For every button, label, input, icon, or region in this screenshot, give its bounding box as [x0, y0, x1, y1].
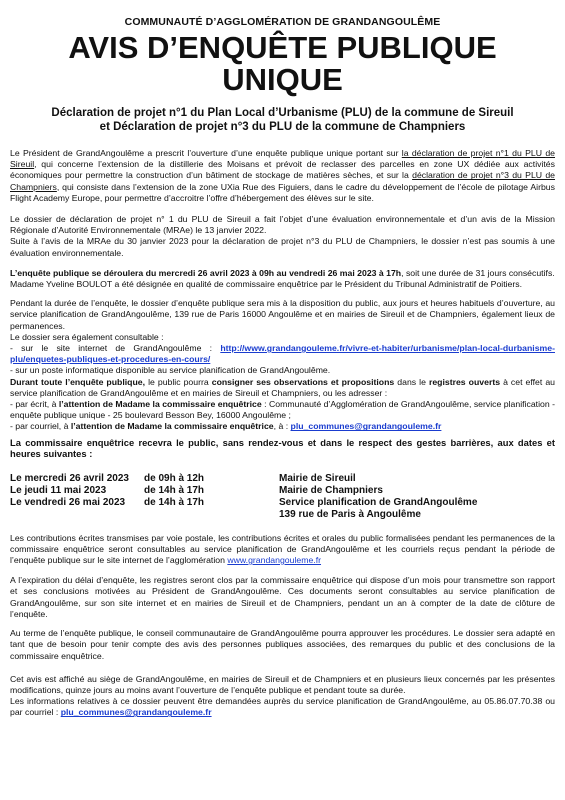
permanence-hours: de 14h à 17h	[144, 484, 205, 496]
consultation-computer-item: - sur un poste informatique disponible au service planification de GrandAngoulême.	[10, 365, 331, 376]
permanence-place: Service planification de GrandAngoulême	[279, 496, 478, 508]
postal-address: : Communauté d’Agglomération de GrandAngoulême, service planification - enquête publique unique - 25 boulevard Besson Bey, 16000 Angoulême ;	[10, 399, 555, 421]
contributions-paragraph	[10, 533, 555, 567]
observations-action: consigner ses observations et propositions	[211, 376, 395, 387]
email-mid: , à :	[273, 421, 291, 432]
postal-prefix: - par écrit, à	[10, 399, 59, 410]
permanences-intro: La commissaire enquêtrice recevra le public, sans rendez-vous et dans le respect des gestes barrières, aux dates et heures suivantes :	[10, 436, 555, 460]
permanence-spacer	[10, 509, 144, 521]
observations-text-3: à cet effet au service planification de GrandAngoulême et en mairies de Sireuil et Champniers, ou les adresser :	[10, 376, 555, 398]
page-subtitle	[10, 106, 555, 134]
observations-text-2: dans le	[394, 376, 429, 387]
permanence-address: 139 rue de Paris à Angoulême	[279, 508, 421, 520]
contact-text: Les informations relatives à ce dossier peuvent être demandées auprès du service planification de GrandAngoulême, au 05.86.07.70.38 ou par courriel :	[10, 696, 555, 718]
report-paragraph: A l’expiration du délai d’enquête, les registres seront clos par la commissaire enquêtrice qui dispose d’un mois pour transmettre son rapport et ses conclusions motivées au Président de GrandAngoulême. Ces documents seront consultables au service planification de GrandAngoulême, sur son site internet et en mairies de Sireuil et de Champniers, pendant un an à compter de la date de clôture de l’enquête.	[10, 575, 555, 619]
approval-paragraph: Au terme de l’enquête publique, le conseil communautaire de GrandAngoulême pourra approuver les procédures. Le dossier sera adapté en tant que de besoin pour tenir compte des avis des personnes publiques associées, des remarques du public et des conclusions de la commissaire enquêtrice.	[10, 628, 555, 661]
agglomeration-website-link[interactable]: www.grandangouleme.fr	[227, 555, 322, 566]
permanence-hours: de 14h à 17h	[144, 496, 205, 508]
sireuil-project-ref: la déclaration de projet n°1 du PLU de Sireuil	[10, 148, 555, 170]
title-line-1: AVIS D’ENQUÊTE PUBLIQUE	[68, 30, 497, 65]
observations-period: Durant toute l’enquête publique,	[10, 376, 146, 387]
enquiry-duration: , soit une durée de 31 jours consécutifs.	[401, 267, 555, 278]
permanence-date: Le jeudi 11 mai 2023	[10, 484, 107, 496]
dossier-website-link[interactable]: http://www.grandangouleme.fr/vivre-et-habiter/urbanisme/plan-local-durbanisme-plu/enquetes-publiques-et-procedures-en-cours/	[10, 343, 555, 365]
observations-email-link[interactable]: plu_communes@grandangouleme.fr	[290, 421, 442, 432]
postal-attention: l’attention de Madame la commissaire enquêtrice	[58, 399, 262, 410]
postal-address-item	[10, 399, 555, 421]
permanences-table	[10, 473, 555, 521]
consultation-website-item	[10, 343, 555, 365]
email-prefix: - par courriel, à	[10, 421, 71, 432]
intro-paragraph	[10, 148, 555, 204]
intro-text-1: Le Président de GrandAngoulême a prescrit l’ouverture d’une enquête publique unique portant sur	[10, 148, 402, 158]
email-item	[10, 421, 555, 432]
consultation-paragraph: Pendant la durée de l’enquête, le dossier d’enquête publique sera mis à la disposition du public, aux jours et heures habituels d’ouverture, au service planification de GrandAngoulême, 139 rue de Paris 16000 Angoulême et en mairies de Sireuil et de Champniers, également lieux de permanences.	[10, 298, 555, 331]
contributions-text: Les contributions écrites transmises par voie postale, les contributions écrites et orales du public formalisées pendant les permanences de la commissaire enquêtrice seront consultables au service planification de GrandAngoulême et les courriels reçus pendant la période de l’enquête publique sur le site internet de l’agglomération	[10, 532, 555, 566]
subtitle-line-1: Déclaration de projet n°1 du Plan Local d’Urbanisme (PLU) de la commune de Sireuil	[51, 107, 514, 119]
permanence-spacer	[144, 509, 279, 521]
mrae-paragraph: Suite à l’avis de la MRAe du 30 janvier 2023 pour la déclaration de projet n°3 du PLU de Champniers, le dossier n’est pas soumis à une évaluation environnementale.	[10, 236, 555, 258]
enquiry-dates: L’enquête publique se déroulera du mercredi 26 avril 2023 à 09h au vendredi 26 mai 2023 à 17h	[10, 267, 402, 278]
enquiry-dates-paragraph	[10, 268, 555, 279]
contact-email-link[interactable]: plu_communes@grandangouleme.fr	[60, 707, 212, 718]
commissioner-paragraph: Madame Yveline BOULOT a été désignée en qualité de commissaire enquêtrice par le Président du Tribunal Administratif de Poitiers.	[10, 279, 523, 290]
observations-text-1: le public pourra	[145, 376, 212, 387]
website-prefix: - sur le site internet de GrandAngoulême :	[10, 343, 221, 354]
intro-text-3: , qui consiste dans l’extension de la zone UXia Rue des Figuiers, dans le cadre du développement de l’école de pilotage Airbus Flight Academy Europe, pour permettre d’accroitre l’offre d’hébergement des élèves sur le site.	[10, 181, 555, 203]
permanence-place: Mairie de Champniers	[279, 484, 383, 496]
permanence-date: Le mercredi 26 avril 2023	[10, 472, 129, 484]
intro-text-2: , qui concerne l’extension de la distillerie des Moisans et prévoit de reclasser des parcelles en zone UX dédiée aux activités économiques pour permettre la construction d’un bâtiment de stockage de matières sèches, et sur la	[10, 159, 555, 181]
page-title	[10, 32, 555, 96]
contact-paragraph	[10, 696, 555, 718]
permanence-hours: de 09h à 12h	[144, 472, 205, 484]
consultation-also: Le dossier sera également consultable :	[10, 331, 164, 342]
observations-paragraph	[10, 377, 555, 399]
subtitle-line-2: et Déclaration de projet n°3 du PLU de la commune de Champniers	[99, 121, 466, 133]
issuer-heading: COMMUNAUTÉ D’AGGLOMÉRATION DE GRANDANGOULÊME	[124, 16, 441, 28]
permanence-date: Le vendredi 26 mai 2023	[10, 496, 126, 508]
title-line-2: UNIQUE	[222, 62, 343, 97]
evaluation-paragraph: Le dossier de déclaration de projet n° 1 du PLU de Sireuil a fait l’objet d’une évaluation environnementale et d’un avis de la Mission Régionale d’Autorité Environnementale (MRAe) le 13 janvier 2022.	[10, 214, 555, 236]
display-paragraph: Cet avis est affiché au siège de GrandAngoulême, en mairies de Sireuil et de Champniers et en plusieurs lieux concernés par les présentes modifications, quinze jours au moins avant l’ouverture de l’enquête publique et pendant toute sa durée.	[10, 673, 555, 695]
permanence-place: Mairie de Sireuil	[279, 472, 356, 484]
email-attention: l’attention de Madame la commissaire enquêtrice	[70, 421, 274, 432]
observations-registers: registres ouverts	[428, 376, 501, 387]
champniers-project-ref: déclaration de projet n°3 du PLU de Champniers	[10, 170, 556, 192]
